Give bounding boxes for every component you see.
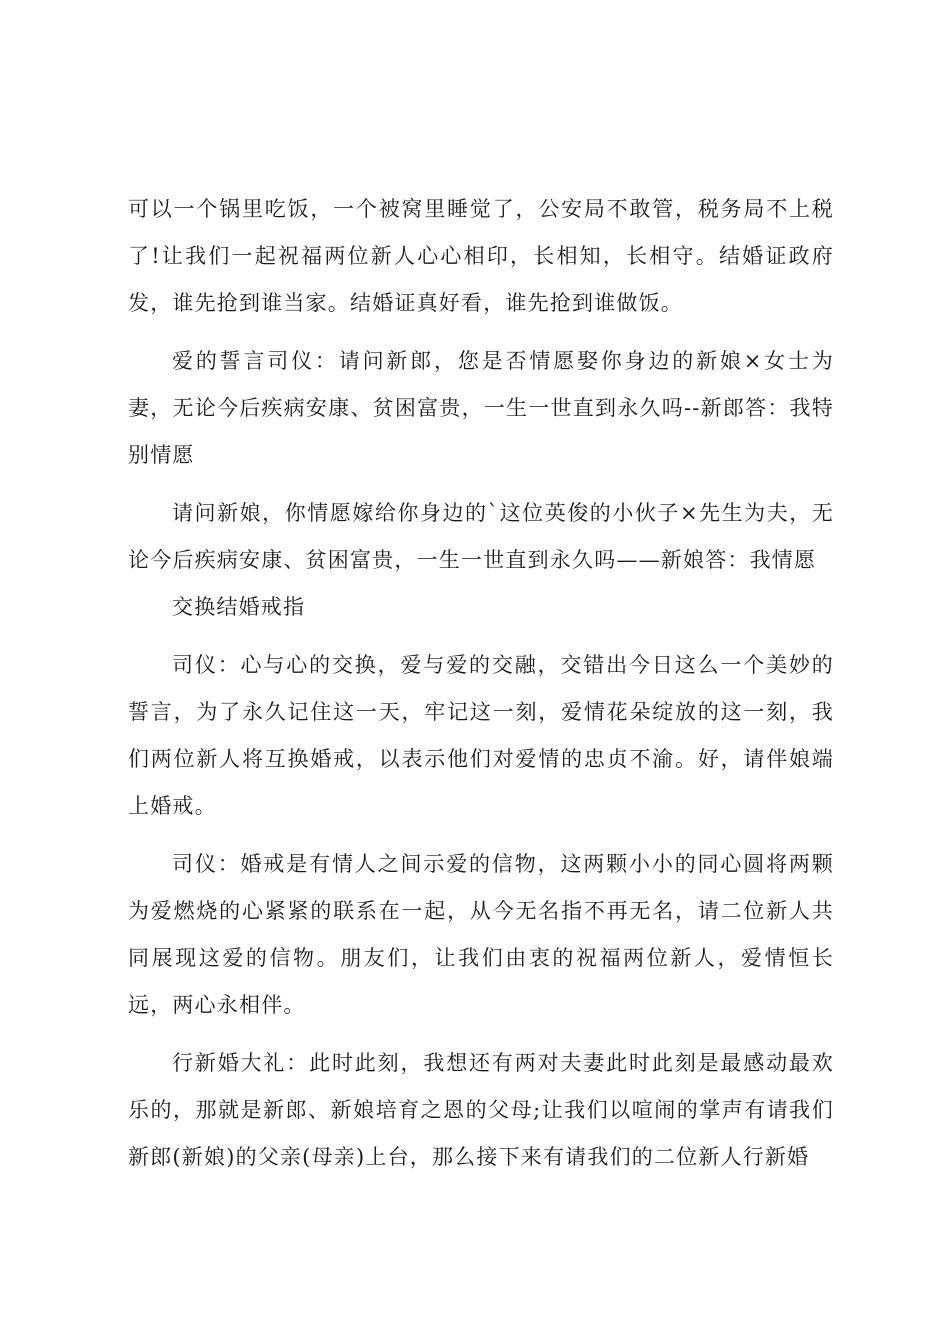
paragraph-6: 行新婚大礼：此时此刻，我想还有两对夫妻此时此刻是最感动最欢乐的，那就是新郎、新娘培育之恩的父母;让我们以喧闹的掌声有请我们新郎(新娘)的父亲(母亲)上台，那么接下来有请我们的二位新人行新婚	[128, 1051, 834, 1169]
paragraph-5: 司仪：婚戒是有情人之间示爱的信物，这两颗小小的同心圆将两颗为爱燃烧的心紧紧的联系在一起，从今无名指不再无名，请二位新人共同展现这爱的信物。朋友们，让我们由衷的祝福两位新人，爱情恒长远，两心永相伴。	[128, 852, 834, 1017]
document-body	[128, 186, 834, 1181]
paragraph-2: 爱的誓言司仪：请问新郎，您是否情愿娶你身边的新娘×女士为妻，无论今后疾病安康、贫困富贵，一生一世直到永久吗--新郎答：我特别情愿	[128, 349, 834, 467]
paragraph-4: 司仪：心与心的交换，爱与爱的交融，交错出今日这么一个美妙的誓言，为了永久记住这一天，牢记这一刻，爱情花朵绽放的这一刻，我们两位新人将互换婚戒，以表示他们对爱情的忠贞不渝。好，请伴娘端上婚戒。	[128, 653, 834, 818]
paragraph-3: 请问新娘，你情愿嫁给你身边的`这位英俊的小伙子×先生为夫，无论今后疾病安康、贫困富贵，一生一世直到永久吗——新娘答：我情愿	[128, 501, 834, 572]
section-heading-rings: 交换结婚戒指	[172, 595, 306, 619]
paragraph-1: 可以一个锅里吃饭，一个被窝里睡觉了，公安局不敢管，税务局不上税了!让我们一起祝福两位新人心心相印，长相知，长相守。结婚证政府发，谁先抢到谁当家。结婚证真好看，谁先抢到谁做饭。	[128, 197, 834, 315]
